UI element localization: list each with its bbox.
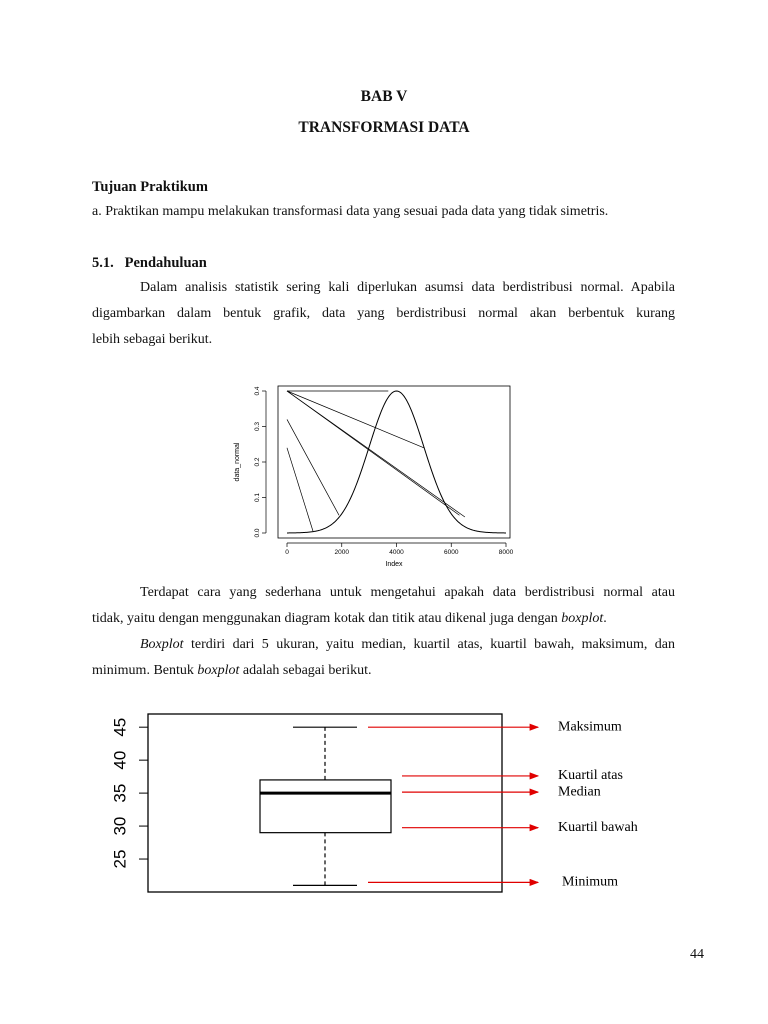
chapter-label: BAB V <box>360 88 408 105</box>
chord-line <box>287 391 465 517</box>
boxplot-chart <box>95 700 655 900</box>
paragraph-line: digambarkan dalam bentuk grafik, data yang berdistribusi normal akan berbentuk kurang <box>92 306 675 321</box>
y-tick-label: 0.3 <box>254 421 261 432</box>
section-heading: 5.1. Pendahuluan <box>92 255 207 271</box>
box-elements <box>260 727 391 885</box>
paragraph-line: minimum. Bentuk boxplot adalah sebagai berikut. <box>92 663 372 678</box>
chord-lines <box>287 391 465 531</box>
y-axis <box>110 718 148 869</box>
paragraph-line: Terdapat cara yang sederhana untuk mengetahui apakah data berdistribusi normal atau <box>140 585 675 600</box>
objectives-heading: Tujuan Praktikum <box>92 179 208 195</box>
y-tick-label: 25 <box>110 849 130 869</box>
y-axis-label: data_normal <box>234 442 241 482</box>
plot-frame <box>278 386 510 538</box>
annotation-label: Median <box>558 784 601 800</box>
x-tick-label: 0 <box>285 549 289 556</box>
x-tick-label: 4000 <box>389 549 404 556</box>
paragraph-line: Boxplot terdiri dari 5 ukuran, yaitu median, kuartil atas, kuartil bawah, maksimum, dan <box>140 637 675 652</box>
page-number: 44 <box>690 947 704 962</box>
normal-curve-chart <box>230 378 530 573</box>
annotation-label: Maksimum <box>558 719 622 735</box>
iqr-box <box>260 780 391 833</box>
paragraph-boxplot-intro <box>92 580 675 684</box>
chord-line <box>287 419 339 515</box>
chapter-title: TRANSFORMASI DATA <box>298 119 470 136</box>
y-tick-label: 0.1 <box>254 492 261 503</box>
y-tick-label: 45 <box>110 717 130 737</box>
x-tick-label: 8000 <box>498 549 514 556</box>
y-tick-label: 0.4 <box>254 386 261 396</box>
annotation-label: Minimum <box>562 874 619 890</box>
x-tick-label: 2000 <box>334 549 349 556</box>
y-tick-label: 0.0 <box>254 528 261 538</box>
y-tick-label: 0.2 <box>254 457 261 467</box>
paragraph-line: tidak, yaitu dengan menggunakan diagram kotak dan titik atau dikenal juga dengan boxplot. <box>92 611 607 626</box>
x-tick-label: 6000 <box>444 549 459 556</box>
objective-item-a: a. Praktikan mampu melakukan transformasi data yang sesuai pada data yang tidak simetris. <box>92 204 609 219</box>
y-axis <box>254 386 266 537</box>
paragraph-line: lebih sebagai berikut. <box>92 332 213 347</box>
x-axis-label: Index <box>385 561 403 568</box>
y-tick-label: 40 <box>110 750 130 770</box>
plot-frame <box>148 714 502 892</box>
y-tick-label: 30 <box>110 816 130 836</box>
paragraph-line: Dalam analisis statistik sering kali diperlukan asumsi data berdistribusi normal. Apabila <box>140 280 675 295</box>
annotation-label: Kuartil bawah <box>558 819 638 835</box>
paragraph-intro <box>92 275 675 353</box>
annotation-label: Kuartil atas <box>558 768 623 784</box>
y-tick-label: 35 <box>110 783 130 803</box>
annotations <box>368 719 638 889</box>
density-curve <box>287 391 506 533</box>
x-axis <box>285 543 513 556</box>
